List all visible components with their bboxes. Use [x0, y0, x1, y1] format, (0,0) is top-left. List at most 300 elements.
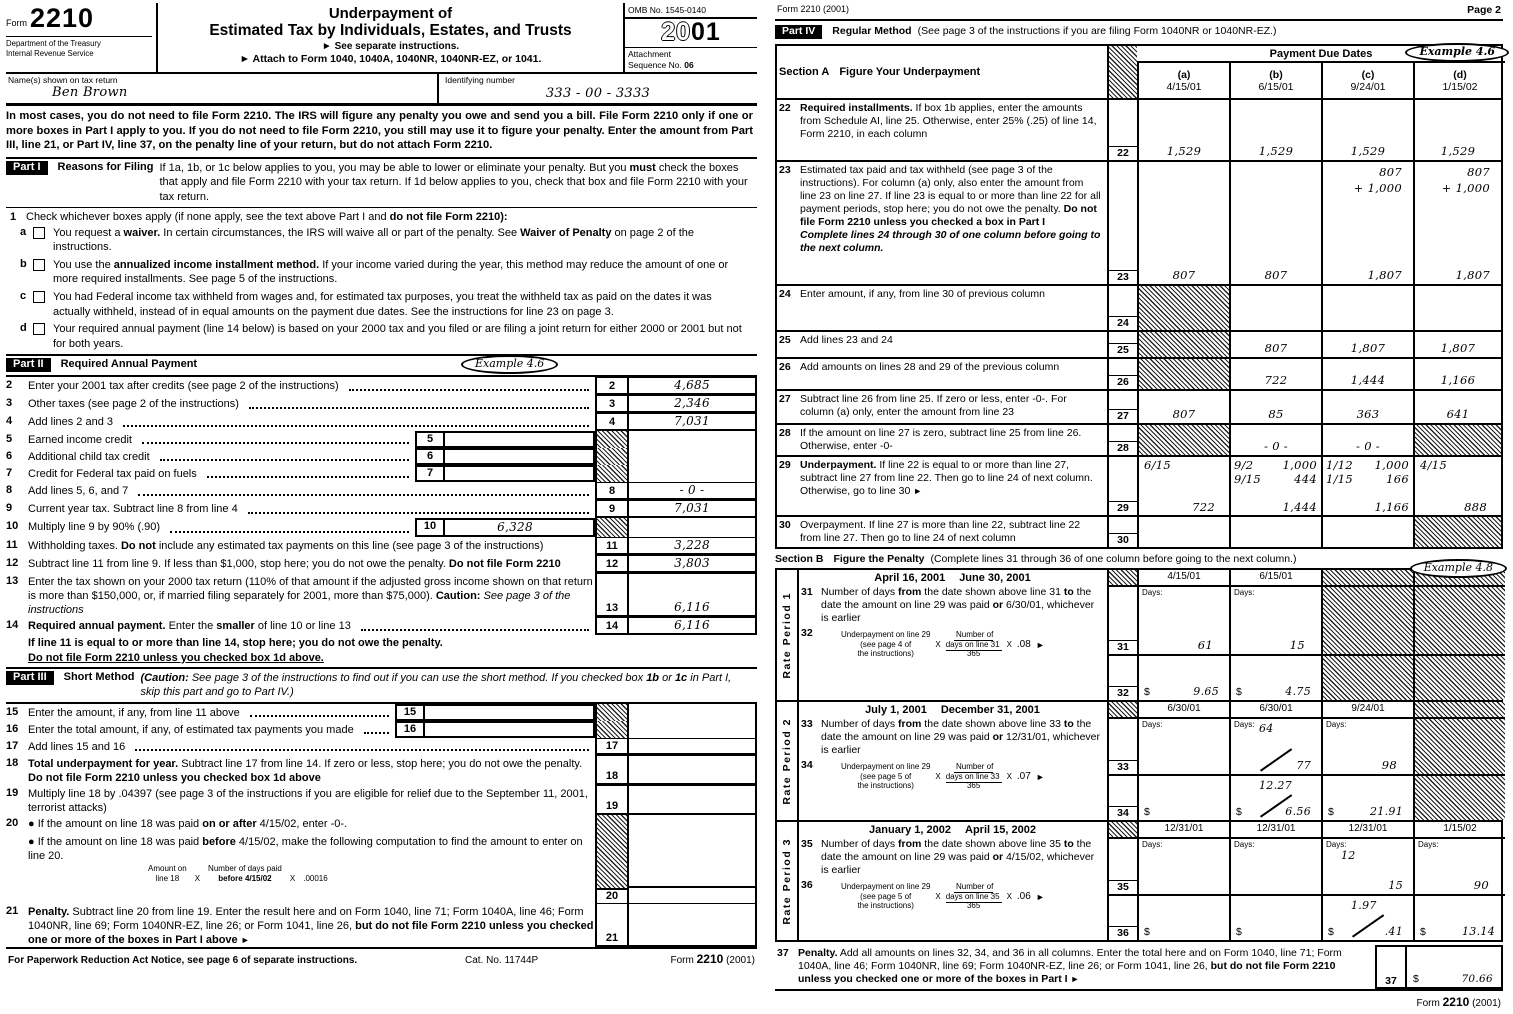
line-31-cells — [1107, 587, 1505, 654]
line-14-stop-note: If line 11 is equal to or more than line 14, stop here; you do not owe the penalty. — [28, 637, 443, 650]
dot-leader — [361, 629, 589, 631]
line-30-col-d-hatched — [1413, 517, 1501, 547]
line-14-row — [6, 617, 757, 635]
line-23-col-c[interactable]: 807 + 1,000 1,807 — [1321, 162, 1413, 284]
line-23-number: 23 — [779, 164, 791, 176]
line-34-box-number: 34 — [1109, 806, 1137, 820]
section-b-header — [775, 549, 1503, 575]
line-31-col-a[interactable]: Days: 61 — [1137, 587, 1229, 654]
line-32-number: 32 — [801, 627, 813, 640]
line-25-row — [777, 330, 1501, 357]
line-27-col-d[interactable]: 641 — [1413, 391, 1501, 423]
line-23-complete-note: Complete lines 24 through 30 of one column before going to the next column. — [800, 229, 1101, 255]
line-37-text: Penalty. Add all amounts on lines 32, 34, and 36 in all columns. Enter the total here and on Form 1040, line 71; Form 1040A, line 46; Form 1040NR, line 69; Form 1040NR-EZ, line 26; or Form 1041, line 26, but do not file Form 2210 unless you checked one or more of the boxes in Part I ► — [798, 947, 1342, 986]
part-4-header — [775, 21, 1503, 44]
line-26-col-d[interactable]: 1,166 — [1413, 359, 1501, 389]
dot-leader — [248, 512, 589, 514]
blank-cell — [629, 721, 757, 738]
rp3-date-b: 12/31/01 — [1229, 822, 1321, 837]
line-6-amount[interactable] — [445, 448, 595, 465]
line-21-row — [6, 903, 757, 947]
line-5-text: Earned income credit — [28, 434, 132, 447]
line-8-amount[interactable]: - 0 - — [629, 482, 757, 500]
line-21-amount[interactable] — [629, 903, 757, 947]
multiply-sign: X — [935, 772, 941, 781]
dot-leader — [138, 494, 589, 496]
line-17-amount[interactable] — [629, 738, 757, 754]
checkbox-1a-text: You request a waiver. In certain circumstances, the IRS will waive all or part of the penalty. See Waiver of Penalty on page 2 of the instructions. — [53, 226, 695, 254]
page2-footer: Form 2210 (2001) — [1416, 995, 1501, 1010]
line-28-col-c[interactable]: - 0 - — [1321, 425, 1413, 455]
line-22-row — [777, 98, 1501, 160]
rate-period-1-label: Rate Period 1 — [781, 591, 793, 679]
line-32-box-number: 32 — [1109, 686, 1137, 700]
line-19-amount[interactable] — [629, 785, 757, 815]
catalog-number: Cat. No. 11744P — [465, 955, 539, 967]
page1-footer — [6, 947, 757, 966]
line-31-col-b[interactable]: Days: 15 — [1229, 587, 1321, 654]
line-9-box-number: 9 — [595, 500, 629, 518]
line-20-amount[interactable] — [629, 886, 755, 903]
rate-period-1 — [777, 570, 1501, 700]
form-title-line1: Underpayment of — [328, 5, 453, 22]
line-18-number: 18 — [6, 756, 19, 769]
line-13-amount[interactable]: 6,116 — [629, 573, 757, 617]
omb-number: OMB No. 1545-0140 — [625, 3, 757, 19]
line-13-row — [6, 573, 757, 617]
line-27-text: Subtract line 26 from line 25. If zero or less, enter -0-. For column (a) only, enter the amount from line 23 — [800, 393, 1067, 419]
line-36-col-c[interactable]: $ 1.97 .41 — [1321, 896, 1413, 940]
line-3-box-number: 3 — [595, 395, 629, 413]
line-17-box-number: 17 — [595, 738, 629, 754]
item-letter-b: b — [20, 257, 27, 270]
line-20-number-column — [595, 815, 629, 903]
line-6-row — [6, 448, 757, 465]
line-34-number: 34 — [801, 759, 813, 772]
page1-header — [6, 3, 757, 74]
line-28-col-b[interactable]: - 0 - — [1229, 425, 1321, 455]
rate-period-2 — [777, 700, 1501, 820]
rate-period-1-rate: .08 — [1016, 639, 1031, 650]
line-35-col-c[interactable]: Days: 12 15 — [1321, 839, 1413, 894]
part-3-heading: Short Method — [63, 670, 135, 683]
page-number: Page 2 — [1467, 4, 1501, 16]
line-35-col-d[interactable]: Days: 90 — [1413, 839, 1505, 894]
form-id-small: Form 2210 (2001) — [777, 4, 850, 14]
line-4-text: Add lines 2 and 3 — [28, 416, 114, 429]
line-6-text: Additional child tax credit — [28, 451, 150, 464]
line-12-text: Subtract line 11 from line 9. If less than $1,000, stop here; you do not owe the penalty. Do not file Form 2210 — [28, 558, 561, 571]
line-36-number: 36 — [801, 879, 813, 892]
line-4-row — [6, 413, 757, 431]
line-7-number: 7 — [6, 467, 13, 480]
line-28-col-a-hatched — [1137, 425, 1229, 455]
hatched-cell — [595, 431, 629, 448]
pointer-icon: ► — [1035, 771, 1045, 782]
line-22-text: Required installments. If box 1b applies, enter the amounts from Schedule AI, line 25. Otherwise, enter 25% (.25) of line 14, Form 2210, in each column — [800, 102, 1097, 141]
line-19-number: 19 — [6, 786, 19, 799]
checkbox-row-1a — [20, 226, 753, 255]
taxpayer-name-field[interactable]: Ben Brown — [52, 85, 128, 101]
line-35-text-row — [801, 838, 1104, 877]
formula-rate: .00016 — [303, 873, 328, 883]
pointer-icon: ► — [240, 935, 250, 946]
line-25-box-number: 25 — [1109, 343, 1137, 357]
line-30-text: Overpayment. If line 27 is more than line 22, subtract line 22 from line 27. Then go to line 24 of next column — [800, 519, 1081, 545]
line-34-col-c[interactable]: $ 21.91 — [1321, 776, 1413, 820]
line-34-formula-row — [801, 759, 1104, 792]
line-20-formula — [148, 864, 595, 883]
line-2-box-number: 2 — [595, 377, 629, 395]
line-20-bullet-1: ● If the amount on line 18 was paid on or after 4/15/02, enter -0-. — [28, 817, 348, 830]
rate-period-3 — [777, 820, 1501, 940]
line-33-number: 33 — [801, 718, 813, 731]
line-25-text: Add lines 23 and 24 — [800, 334, 893, 346]
line-29-col-b[interactable]: 9/2 1,000 9/15 444 1,444 — [1229, 457, 1321, 515]
form-word: Form — [6, 18, 27, 28]
line-9-row — [6, 500, 757, 518]
section-b-label: Section B — [775, 553, 824, 566]
line-8-text: Add lines 5, 6, and 7 — [28, 485, 129, 498]
rate-period-2-label: Rate Period 2 — [781, 717, 793, 805]
line-28-col-d-hatched — [1413, 425, 1501, 455]
line-21-box-number: 21 — [595, 903, 629, 947]
line-27-box-number: 27 — [1109, 409, 1137, 423]
line-35-number: 35 — [801, 838, 813, 851]
line-33-col-d-hatched — [1413, 719, 1505, 774]
line-9-number: 9 — [6, 502, 13, 515]
line-24-col-b[interactable] — [1229, 286, 1321, 330]
hatched-corner — [1107, 570, 1137, 585]
line-4-box-number: 4 — [595, 413, 629, 431]
line-34-cells — [1107, 774, 1505, 820]
line-15-row — [6, 704, 757, 721]
line-31-col-d-hatched — [1413, 587, 1505, 654]
blank-cell — [629, 518, 757, 537]
line-18-row — [6, 755, 757, 785]
line-1 — [6, 208, 757, 224]
part-4-label: Part IV — [775, 25, 822, 39]
dot-leader — [123, 425, 589, 427]
rate-period-3-label: Rate Period 3 — [781, 837, 793, 925]
form-number-block — [6, 3, 158, 72]
line-2-amount[interactable]: 4,685 — [629, 377, 757, 395]
line-33-text: Number of days from the date shown above line 33 to the date the amount on line 29 was paid or 12/31/01, whichever is earlier — [821, 718, 1101, 757]
line-37-number: 37 — [777, 947, 789, 960]
pointer-icon: ► — [1035, 639, 1045, 650]
line-15-text: Enter the amount, if any, from line 11 above — [28, 707, 240, 720]
sequence-no: Sequence No. 06 — [628, 60, 694, 71]
line-27-col-a[interactable]: 807 — [1137, 391, 1229, 423]
dept-treasury: Department of the Treasury — [6, 39, 101, 48]
dot-leader — [142, 442, 409, 444]
line-2-row — [6, 377, 757, 395]
attach-to-forms: ► Attach to Form 1040, 1040A, 1040NR, 1040NR-EZ, or 1041. — [239, 53, 542, 65]
hatched-cell — [595, 448, 629, 465]
line-24-col-a-hatched — [1137, 286, 1229, 330]
part-2-label: Part II — [6, 358, 51, 372]
line-26-col-b[interactable]: 722 — [1229, 359, 1321, 389]
line-11-text: Withholding taxes. Do not include any estimated tax payments on this line (see page 3 of the instructions) — [28, 540, 544, 553]
line-4-amount[interactable]: 7,031 — [629, 413, 757, 431]
line-30-row — [777, 515, 1501, 547]
line-35-col-a[interactable]: Days: — [1137, 839, 1229, 894]
blank-cell — [629, 704, 757, 721]
dot-leader — [349, 389, 589, 391]
checkbox-1a[interactable] — [33, 227, 45, 239]
line-30-number: 30 — [779, 519, 791, 532]
line-12-amount[interactable]: 3,803 — [629, 555, 757, 573]
line-36-formula: Underpayment on line 29 (see page 5 of the instructions) X Number of days on line 35 365 X .06 ► — [841, 882, 1045, 911]
line-9-text: Current year tax. Subtract line 8 from line 4 — [28, 503, 238, 516]
multiply-sign: X — [1006, 772, 1012, 781]
line-26-col-c[interactable]: 1,444 — [1321, 359, 1413, 389]
line-35-box-number: 35 — [1109, 880, 1137, 894]
item-letter-a: a — [20, 225, 27, 238]
line-26-col-a-hatched — [1137, 359, 1229, 389]
line-28-text: If the amount on line 27 is zero, subtract line 25 from line 26. Otherwise, enter -0- — [800, 427, 1082, 453]
line-8-row — [6, 482, 757, 500]
line-22-col-d[interactable]: 1,529 — [1413, 100, 1501, 160]
line-12-number: 12 — [6, 557, 19, 570]
rp1-date-b: 6/15/01 — [1229, 570, 1321, 585]
line-30-col-c[interactable] — [1321, 517, 1413, 547]
checkbox-1b[interactable] — [33, 259, 45, 271]
line-24-col-c[interactable] — [1321, 286, 1413, 330]
name-label: Name(s) shown on tax return — [8, 75, 118, 86]
bullet-icon: ● — [28, 817, 35, 830]
line-27-number: 27 — [779, 393, 791, 405]
line-10-number: 10 — [6, 520, 19, 533]
line-35-col-b[interactable]: Days: — [1229, 839, 1321, 894]
line-31-box-number: 31 — [1109, 640, 1137, 654]
line-14-do-not-file-note: Do not file Form 2210 unless you checked box 1d above. — [28, 651, 324, 664]
line-36-box-number: 36 — [1109, 926, 1137, 940]
part-1-text: If 1a, 1b, or 1c below applies to you, you may be able to lower or eliminate your penalty. But you must check the boxes that apply and file Form 2210 with your tax return. If 1d below applies to you, check that box and file Form 2210 with your tax return. — [159, 162, 748, 203]
line-33-cells — [1107, 719, 1505, 774]
multiply-sign: X — [1006, 640, 1012, 649]
line-26-text: Add amounts on lines 28 and 29 of the previous column — [800, 361, 1060, 373]
line-12-row — [6, 555, 757, 573]
line-29-col-d[interactable]: 4/15 888 — [1413, 457, 1501, 515]
line-36-cells — [1107, 894, 1505, 940]
checkbox-1d-text: Your required annual payment (line 14 below) is based on your 2000 tax and you filed or are filing a joint return for either 2000 or 2001 but not for both years. — [53, 323, 742, 350]
attachment-word: Attachment — [628, 49, 671, 60]
correction-slash — [1260, 749, 1292, 772]
line-3-number: 3 — [6, 397, 13, 410]
line-29-text: Underpayment. If line 22 is equal to or more than line 27, subtract line 27 from line 22. Then go to line 24 of next column. Otherwise, go to line 30 ► — [800, 459, 1093, 498]
rp3-date-a: 12/31/01 — [1137, 822, 1229, 837]
line-27-row — [777, 389, 1501, 423]
line-28-box-number: 28 — [1109, 441, 1137, 455]
dot-leader — [249, 407, 589, 409]
line-16-amount[interactable] — [425, 721, 595, 738]
line-33-col-b[interactable]: Days: 64 77 — [1229, 719, 1321, 774]
rate-period-2-dates: July 1, 2001 December 31, 2001 — [865, 704, 1040, 717]
multiply-sign: X — [1006, 892, 1012, 901]
line-9-amount[interactable]: 7,031 — [629, 500, 757, 518]
dot-leader — [160, 459, 409, 461]
line-32-formula-row — [801, 627, 1104, 660]
part-3-caution: (Caution: See page 3 of the instructions to find out if you can use the short method. If you checked box 1b or 1c in Part I, skip this part and go to Part IV.) — [140, 671, 732, 699]
line-34-col-a[interactable]: $ — [1137, 776, 1229, 820]
line-23-row — [777, 160, 1501, 284]
line-5-amount[interactable] — [445, 431, 595, 448]
blank-cell — [629, 448, 757, 465]
line-18-amount[interactable] — [629, 755, 757, 785]
line-15-amount[interactable] — [425, 704, 595, 721]
line-26-box-number: 26 — [1109, 375, 1137, 389]
line-27-col-c[interactable]: 363 — [1321, 391, 1413, 423]
line-10-amount[interactable]: 6,328 — [445, 518, 595, 537]
form-title-line2: Estimated Tax by Individuals, Estates, and Trusts — [209, 22, 572, 39]
line-19-row — [6, 785, 757, 815]
bullet-icon: ● — [28, 835, 35, 848]
line-3-text: Other taxes (see page 2 of the instructions) — [28, 398, 239, 411]
line-25-col-a-hatched — [1137, 332, 1229, 357]
rp2-date-c: 9/24/01 — [1321, 702, 1413, 717]
line-12-box-number: 12 — [595, 555, 629, 573]
pointer-icon: ► — [913, 486, 923, 497]
section-a-label: Section A — [779, 66, 830, 78]
line-5-row — [6, 431, 757, 448]
irs: Internal Revenue Service — [6, 48, 94, 58]
form-2210-page-2 — [757, 0, 1513, 1014]
rate-period-1-dates: April 16, 2001 June 30, 2001 — [874, 572, 1031, 585]
line-37-amount[interactable]: $ 70.66 — [1407, 945, 1503, 989]
line-32-cells — [1107, 654, 1505, 700]
line-25-col-c[interactable]: 1,807 — [1321, 332, 1413, 357]
hatched-header-cell — [1107, 46, 1137, 98]
line-11-box-number: 11 — [595, 537, 629, 555]
section-a-table — [775, 44, 1503, 549]
part-1-label: Part I — [6, 161, 48, 175]
formula-amount-on-line-18: Amount on line 18 — [148, 864, 187, 883]
checkbox-1d[interactable] — [33, 323, 45, 335]
line-14-text: Required annual payment. Enter the smaller of line 10 or line 13 — [28, 620, 351, 633]
line-32-col-c-hatched — [1321, 656, 1413, 700]
checkbox-1c[interactable] — [33, 291, 45, 303]
line-1-text: Check whichever boxes apply (if none apply, see the text above Part I and do not file Form 2210): — [26, 210, 508, 223]
line-22-col-b[interactable]: 1,529 — [1229, 100, 1321, 160]
line-34-col-b[interactable]: $ 12.27 6.56 — [1229, 776, 1321, 820]
identifying-number-field[interactable]: 333 - 00 - 3333 — [545, 86, 651, 102]
line-14-number: 14 — [6, 619, 19, 632]
multiply-sign: X — [935, 640, 941, 649]
line-24-text: Enter amount, if any, from line 30 of previous column — [800, 288, 1045, 300]
rp1-date-c-hatched — [1321, 570, 1413, 585]
line-22-col-c[interactable]: 1,529 — [1321, 100, 1413, 160]
example-4-6-annotation: Example 4.6 — [1405, 43, 1509, 62]
line-25-col-d[interactable]: 1,807 — [1413, 332, 1501, 357]
line-27-col-b[interactable]: 85 — [1229, 391, 1321, 423]
part-1-header — [6, 159, 757, 208]
line-23-box-number: 23 — [1109, 270, 1137, 284]
line-36-col-d[interactable]: $ 13.14 — [1413, 896, 1505, 940]
line-29-col-a[interactable]: 6/15 722 — [1137, 457, 1229, 515]
line-7-amount[interactable] — [445, 465, 595, 482]
line-31-col-c-hatched — [1321, 587, 1413, 654]
line-32-formula: Underpayment on line 29 (see page 4 of the instructions) X Number of days on line 31 365 X .08 ► — [841, 630, 1045, 659]
dot-leader — [135, 749, 589, 751]
line-28-number: 28 — [779, 427, 791, 439]
multiply-sign: X — [289, 873, 296, 883]
line-32-col-b[interactable]: $ 4.75 — [1229, 656, 1321, 700]
checkbox-row-1b — [20, 258, 753, 287]
line-2-number: 2 — [6, 379, 13, 392]
rate-period-3-date-headers — [1107, 822, 1505, 839]
line-24-col-d[interactable] — [1413, 286, 1501, 330]
line-36-formula-row — [801, 879, 1104, 912]
line-37-box-number: 37 — [1375, 945, 1407, 989]
line-31-text: Number of days from the date shown above line 31 to the date the amount on line 29 was paid or 6/30/01, whichever is earlier — [821, 586, 1095, 625]
example-4-6-annotation: Example 4.6 — [461, 355, 558, 374]
line-32-col-a[interactable]: $ 9.65 — [1137, 656, 1229, 700]
line-3-row — [6, 395, 757, 413]
line-11-number: 11 — [6, 539, 18, 552]
line-29-row — [777, 455, 1501, 515]
form-footer-id: Form 2210 (2001) — [670, 952, 755, 967]
section-a-header — [777, 46, 1501, 98]
line-36-col-a[interactable]: $ — [1137, 896, 1229, 940]
line-3-amount[interactable]: 2,346 — [629, 395, 757, 413]
line-29-col-c[interactable]: 1/12 1,000 1/15 166 1,166 — [1321, 457, 1413, 515]
line-2-text: Enter your 2001 tax after credits (see page 2 of the instructions) — [28, 380, 339, 393]
line-20-row — [6, 815, 757, 903]
line-30-col-b[interactable] — [1229, 517, 1321, 547]
line-33-col-a[interactable]: Days: — [1137, 719, 1229, 774]
rate-period-2-date-headers — [1107, 702, 1505, 719]
multiply-sign: X — [935, 892, 941, 901]
line-33-col-c[interactable]: Days: 98 — [1321, 719, 1413, 774]
line-25-col-b[interactable]: 807 — [1229, 332, 1321, 357]
line-8-number: 8 — [6, 484, 13, 497]
line-23-col-a[interactable]: 807 — [1137, 162, 1229, 284]
line-31-number: 31 — [801, 586, 813, 599]
line-33-box-number: 33 — [1109, 760, 1137, 774]
name-id-row — [6, 74, 757, 106]
column-b-header: (b) 6/15/01 — [1229, 63, 1321, 98]
line-23-col-b[interactable]: 807 — [1229, 162, 1321, 284]
line-24-row — [777, 284, 1501, 330]
line-30-col-a[interactable] — [1137, 517, 1229, 547]
line-17-text: Add lines 15 and 16 — [28, 741, 126, 754]
line-14-amount[interactable]: 6,116 — [629, 617, 757, 635]
identifying-number-label: Identifying number — [445, 75, 515, 86]
line-13-box-number: 13 — [595, 573, 629, 617]
rp2-date-a: 6/30/01 — [1137, 702, 1229, 717]
line-13-text: Enter the tax shown on your 2000 tax return (110% of that amount if the adjusted gross income shown on that return is more than $150,000, or, if married filing separately for 2001, more than $75,000). Caution: See page 3 of the instructions — [28, 576, 593, 617]
section-b-note: (Complete lines 31 through 36 of one column before going to the next column.) — [930, 553, 1297, 566]
example-4-8-annotation: Example 4.8 — [1410, 559, 1507, 578]
line-26-number: 26 — [779, 361, 791, 373]
line-11-row — [6, 537, 757, 555]
section-a-title: Figure Your Underpayment — [839, 66, 981, 78]
line-11-amount[interactable]: 3,228 — [629, 537, 757, 555]
pointer-icon: ► — [1035, 891, 1045, 902]
part-2-heading: Required Annual Payment — [60, 358, 198, 371]
rp3-date-c: 12/31/01 — [1321, 822, 1413, 837]
line-23-col-d[interactable]: 807 + 1,000 1,807 — [1413, 162, 1501, 284]
rate-period-2-rate: .07 — [1016, 771, 1031, 782]
line-32-col-d-hatched — [1413, 656, 1505, 700]
line-36-col-b[interactable]: $ — [1229, 896, 1321, 940]
blank-cell — [629, 431, 757, 448]
pointer-icon: ► — [1070, 974, 1080, 985]
line-22-col-a[interactable]: 1,529 — [1137, 100, 1229, 160]
line-24-box-number: 24 — [1109, 316, 1137, 330]
line-20-bullet-2: ● If the amount on line 18 was paid before 4/15/02, make the following computation to find the amount to enter on line 20. — [28, 835, 583, 863]
